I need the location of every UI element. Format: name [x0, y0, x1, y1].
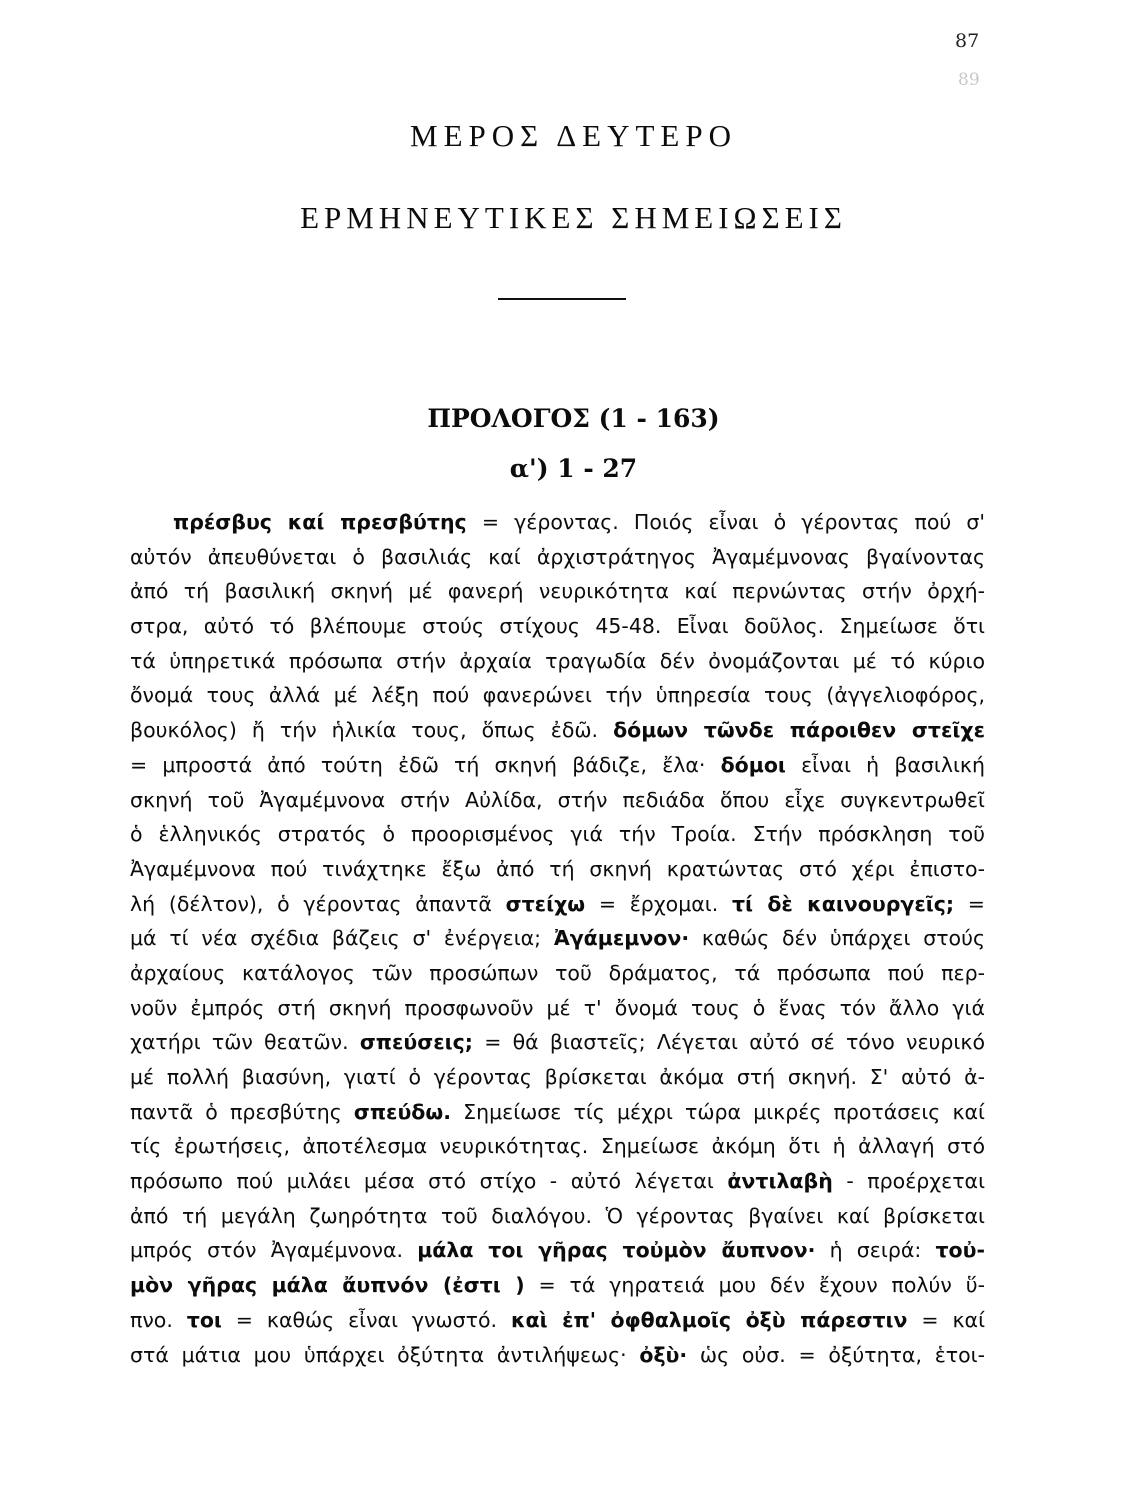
text-run: ὄνομά τους ἀλλά μέ λέξη πού φανερώνει τήν ὑπηρεσία τους (ἀγγελιοφόρος,: [130, 683, 985, 708]
text-run: παντᾶ ὁ πρεσβύτης: [130, 1099, 354, 1124]
text-run: = μπροστά ἀπό τούτη ἐδῶ τή σκηνή βάδιζε, ἔλα·: [130, 752, 721, 777]
bold-term: τοὐ-: [935, 1238, 985, 1263]
text-run: μά τί νέα σχέδια βάζεις σ' ἐνέργεια;: [130, 926, 554, 951]
text-run: εἶναι ἡ βασιλική: [785, 752, 985, 777]
text-run: σκηνή τοῦ Ἀγαμέμνονα στήν Αὐλίδα, στήν πεδιάδα ὅπου εἶχε συγκεντρωθεῖ: [130, 787, 985, 812]
text-line: [130, 887, 985, 922]
bold-term: σπεύσεις;: [359, 1030, 473, 1055]
text-line: [130, 1199, 985, 1234]
bold-term: σπεύδω.: [353, 1099, 451, 1124]
text-line: [130, 713, 985, 748]
text-run: τίς ἐρωτήσεις, ἀποτέλεσμα νευρικότητας. Σημείωσε ἀκόμη ὅτι ἡ ἀλλαγή στό: [130, 1134, 985, 1159]
text-run: Ἀγαμέμνονα πού τινάχτηκε ἔξω ἀπό τή σκηνή κρατώντας στό χέρι ἐπιστο-: [130, 856, 985, 881]
text-run: στρα, αὐτό τό βλέπουμε στούς στίχους 45-48. Εἶναι δοῦλος. Σημείωσε ὅτι: [130, 614, 985, 639]
text-line: [130, 1129, 985, 1164]
text-run: μέ πολλή βιασύνη, γιατί ὁ γέροντας βρίσκεται ἀκόμα στή σκηνή. Σ' αὐτό ἀ-: [130, 1065, 985, 1089]
text-line: [130, 1268, 985, 1303]
text-run: ὡς οὐσ. = ὀξύτητα, ἑτοι-: [687, 1342, 985, 1367]
text-run: = θά βιαστεῖς; Λέγεται αὐτό σέ τόνο νευρικό: [473, 1030, 985, 1055]
bold-term: στείχω: [505, 891, 586, 916]
divider-rule: [498, 298, 626, 300]
text-line: [130, 1095, 985, 1130]
bold-term: πρέσβυς καί πρεσβύτης: [173, 510, 467, 534]
text-line: [130, 991, 985, 1026]
text-line: [130, 505, 985, 540]
text-run: νοῦν ἐμπρός στή σκηνή προσφωνοῦν μέ τ' ὄνομά τους ὁ ἕνας τόν ἄλλο γιά: [130, 995, 985, 1020]
commentary-body: [130, 505, 985, 1372]
subsection-heading: α') 1 - 27: [509, 454, 638, 483]
bold-term: δόμοι: [720, 752, 786, 777]
part-title: ΜΕΡΟΣ ΔΕΥΤΕΡΟ: [410, 118, 737, 153]
bold-term: μάλα τοι γῆρας τοὐμὸν ἄυπνον·: [417, 1238, 816, 1263]
bold-term: δόμων τῶνδε πάροιθεν στεῖχε: [613, 718, 986, 743]
bold-term: Ἀγάμεμνον·: [553, 926, 690, 951]
bold-term: ὀξὺ·: [639, 1342, 688, 1367]
text-line: [130, 956, 985, 991]
page-number: 87: [955, 30, 980, 52]
text-run: λή (δέλτον), ὁ γέροντας ἀπαντᾶ: [130, 891, 506, 916]
text-line: [130, 574, 985, 609]
text-run: ἀπό τή βασιλική σκηνή μέ φανερή νευρικότητα καί περνώντας στήν ὀρχή-: [130, 579, 985, 604]
prologue-heading: ΠΡΟΛΟΓΟΣ (1 - 163): [427, 404, 720, 433]
text-line: [130, 783, 985, 818]
text-line: [130, 852, 985, 887]
text-run: = γέροντας. Ποιός εἶναι ὁ γέροντας πού σ': [466, 510, 985, 534]
text-line: [130, 748, 985, 783]
text-run: = καθώς εἶναι γνωστό.: [221, 1307, 511, 1332]
text-run: καθώς δέν ὑπάρχει στούς: [689, 926, 985, 951]
text-run: =: [954, 891, 985, 916]
text-line: [130, 1303, 985, 1338]
text-run: στά μάτια μου ὑπάρχει ὀξύτητα ἀντιλήψεως·: [130, 1342, 640, 1367]
text-run: = τά γηρατειά μου δέν ἔχουν πολύν ὕ-: [524, 1273, 985, 1298]
text-line: [130, 1060, 985, 1095]
text-run: ἡ σειρά:: [815, 1238, 936, 1263]
text-run: βουκόλος) ἤ τήν ἡλικία τους, ὅπως ἐδῶ.: [130, 718, 614, 743]
text-line: [130, 540, 985, 575]
text-line: [130, 817, 985, 852]
text-line: [130, 1338, 985, 1373]
text-run: ἀπό τή μεγάλη ζωηρότητα τοῦ διαλόγου. Ὁ γέροντας βγαίνει καί βρίσκεται: [130, 1203, 985, 1228]
text-run: = ἔρχομαι.: [585, 891, 732, 916]
text-line: [130, 1164, 985, 1199]
text-line: [130, 1233, 985, 1268]
bold-term: τοι: [186, 1307, 222, 1332]
text-line: [130, 921, 985, 956]
bold-term: ἀντιλαβὴ: [727, 1169, 833, 1194]
text-run: πνο.: [130, 1307, 187, 1332]
text-run: αὐτόν ἀπευθύνεται ὁ βασιλιάς καί ἀρχιστράτηγος Ἀγαμέμνονας βγαίνοντας: [130, 544, 985, 569]
text-run: = καί: [907, 1307, 986, 1332]
text-run: πρόσωπο πού μιλάει μέσα στό στίχο - αὐτό λέγεται: [130, 1169, 728, 1194]
bold-term: μὸν γῆρας μάλα ἄυπνόν (ἐστι ): [130, 1273, 525, 1298]
bold-term: τί δὲ καινουργεῖς;: [731, 891, 955, 916]
text-line: [130, 609, 985, 644]
text-line: [130, 644, 985, 679]
text-run: χατήρι τῶν θεατῶν.: [130, 1030, 360, 1055]
text-run: τά ὑπηρετικά πρόσωπα στήν ἀρχαία τραγωδία δέν ὀνομάζονται μέ τό κύριο: [130, 648, 985, 673]
text-run: μπρός στόν Ἀγαμέμνονα.: [130, 1238, 418, 1263]
text-run: ὁ ἑλληνικός στρατός ὁ προορισμένος γιά τήν Τροία. Στήν πρόσκληση τοῦ: [130, 822, 985, 847]
text-run: ἀρχαίους κατάλογος τῶν προσώπων τοῦ δράματος, τά πρόσωπα πού περ-: [130, 960, 985, 985]
text-run: - προέρχεται: [832, 1169, 986, 1194]
text-line: [130, 1025, 985, 1060]
bold-term: καὶ ἐπ' ὀφθαλμοῖς ὀξὺ πάρεστιν: [510, 1307, 908, 1332]
text-run: Σημείωσε τίς μέχρι τώρα μικρές προτάσεις καί: [451, 1099, 985, 1124]
section-title: ΕΡΜΗΝΕΥΤΙΚΕΣ ΣΗΜΕΙΩΣΕΙΣ: [300, 200, 847, 235]
text-line: [130, 678, 985, 713]
ghost-page-number: 89: [958, 70, 980, 90]
